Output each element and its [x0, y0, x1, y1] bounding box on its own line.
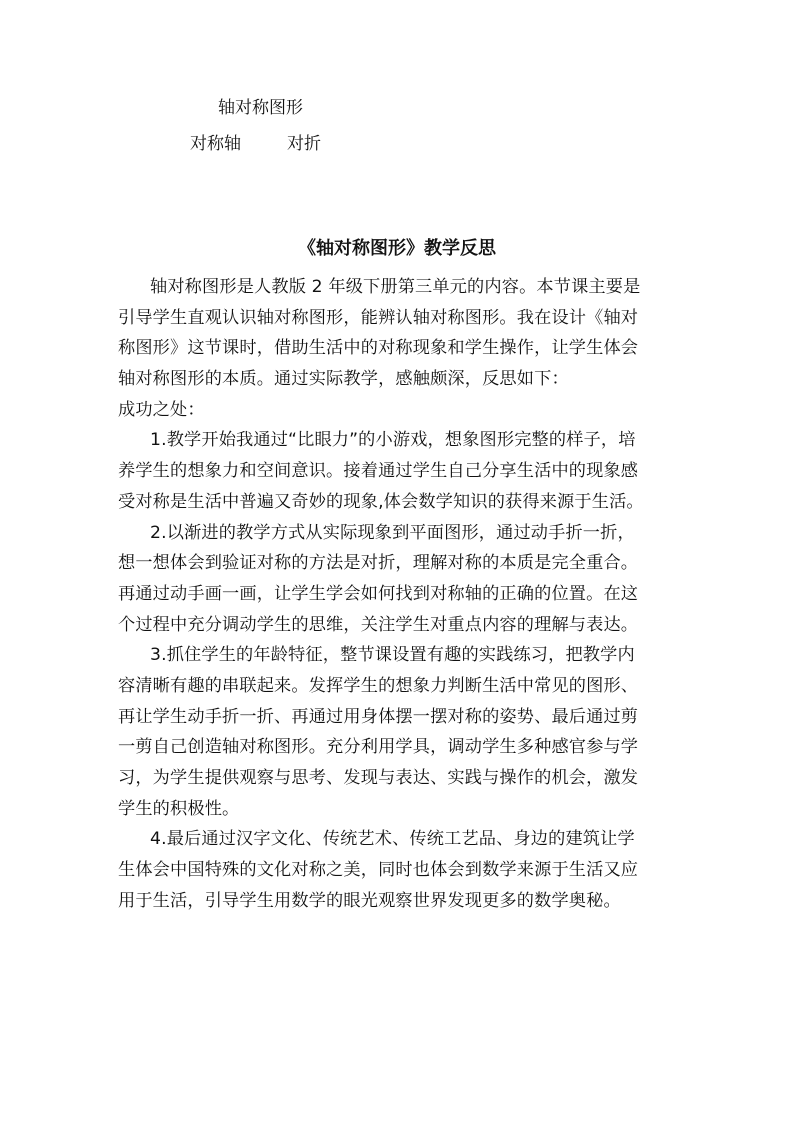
body-line: 学生的积极性。 — [118, 798, 240, 819]
body-line: 想一想体会到验证对称的方法是对折，理解对称的本质是完全重合。 — [118, 553, 639, 574]
body-line: 生体会中国特殊的文化对称之美，同时也体会到数学来源于生活又应 — [118, 860, 639, 881]
body-line: 受对称是生活中普遍又奇妙的现象,体会数学知识的获得来源于生活。 — [118, 491, 644, 512]
body-line: 养学生的想象力和空间意识。接着通过学生自己分享生活中的现象感 — [118, 461, 639, 482]
body-line: 1.教学开始我通过“比眼力”的小游戏，想象图形完整的样子，培 — [150, 430, 636, 451]
body-line: 2.以渐进的教学方式从实际现象到平面图形，通过动手折一折， — [150, 522, 635, 543]
board-terms — [190, 133, 321, 155]
body-line: 再让学生动手折一折、再通过用身体摆一摆对称的姿势、最后通过剪 — [118, 706, 639, 727]
body-line: 轴对称图形是人教版 2 年级下册第三单元的内容。本节课主要是 — [150, 277, 641, 297]
body-line: 引导学生直观认识轴对称图形，能辨认轴对称图形。我在设计《轴对 — [118, 307, 639, 328]
body-line: 4.最后通过汉字文化、传统艺术、传统工艺品、身边的建筑让学 — [150, 829, 635, 850]
board-title: 轴对称图形 — [218, 98, 303, 118]
document-title: 《轴对称图形》教学反思 — [298, 238, 496, 259]
board-term-symmetry-axis: 对称轴 — [190, 134, 241, 154]
body-line: 个过程中充分调动学生的思维，关注学生对重点内容的理解与表达。 — [118, 614, 639, 635]
body-line: 称图形》这节课时，借助生活中的对称现象和学生操作，让学生体会 — [118, 338, 639, 359]
document-body — [118, 272, 678, 916]
body-line: 容清晰有趣的串联起来。发挥学生的想象力判断生活中常见的图形、 — [118, 675, 639, 696]
body-line: 用于生活，引导学生用数学的眼光观察世界发现更多的数学奥秘。 — [118, 890, 621, 911]
body-line: 习，为学生提供观察与思考、发现与表达、实践与操作的机会，激发 — [118, 768, 639, 788]
body-line: 一剪自己创造轴对称图形。充分利用学具，调动学生多种感官参与学 — [118, 737, 639, 758]
body-line: 3.抓住学生的年龄特征，整节课设置有趣的实践练习，把教学内 — [150, 645, 635, 666]
body-line: 轴对称图形的本质。通过实际教学，感触颇深，反思如下： — [118, 369, 569, 390]
body-line: 再通过动手画一画，让学生学会如何找到对称轴的正确的位置。在这 — [118, 583, 639, 604]
board-term-fold: 对折 — [287, 134, 321, 154]
section-heading: 成功之处： — [118, 399, 205, 420]
